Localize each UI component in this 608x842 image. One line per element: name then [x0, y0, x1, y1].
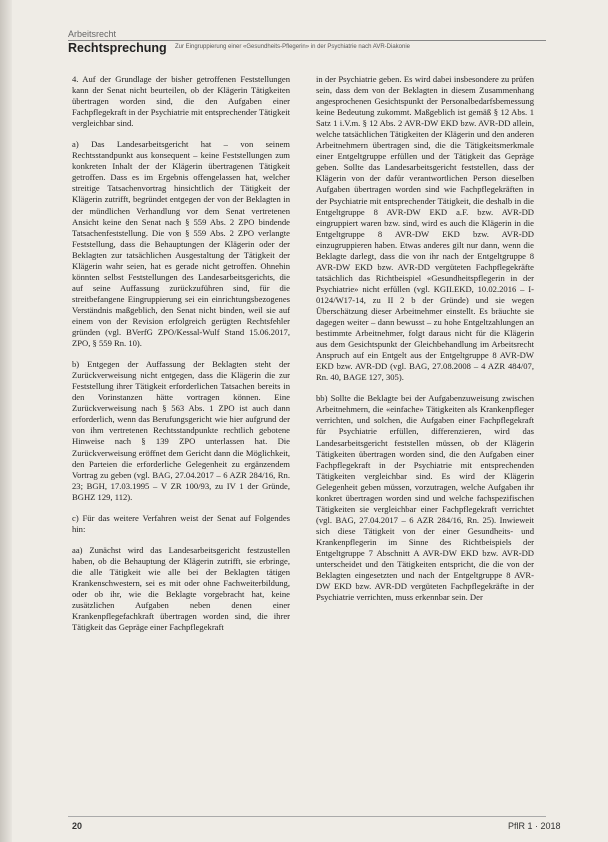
header-title: Rechtsprechung	[68, 41, 167, 55]
journal-issue: PflR 1 · 2018	[508, 821, 561, 831]
paragraph: bb) Sollte die Beklagte bei der Aufgabenzuweisung zwischen Arbeitnehmern, die «einfache» Tätigkeiten als Krankenpfleger verrichten, und solchen, die Aufgaben einer Fachpflegekraft für Psychiatrie erfüllen, differenzieren, wird das Landesarbeitsgericht feststellen müssen, ob der Klägerin Tätigkeiten übertragen worden sind, die den Aufgaben einer Fachpflegekraft in der Psychiatrie mit entsprechenden Tätigkeiten vergleichbar sind. Es wird der Klägerin Gelegenheit geben müssen, vorzutragen, welche Aufgaben ihr konkret übertragen worden sind und welche fachspezifischen Tätigkeiten sie vergleichbar einer Fachpflegekraft verrichtet (vgl. BAG, 27.04.2017 – 6 AZR 284/16, Rn. 25). Inwieweit sich diese Tätigkeit von der einer Gesundheits- und Krankenpflegerin im Sinne des Richtbeispiels der Entgeltgruppe 7 Abschnitt A AVR-DW EKD bzw. AVR-DD unterscheidet und den Tätigkeiten entspricht, die die von der Beklagten eingesetzten und nach der Entgeltgruppe 8 AVR-DW EKD bzw. AVR-DD vergüteten Fachpflegekräfte in der Psychiatrie verrichten, muss erkennbar sein. Der	[316, 393, 534, 603]
paragraph: in der Psychiatrie geben. Es wird dabei insbesondere zu prüfen sein, dass dem von der Beklagten in diesem Zusammenhang angesprochenen Gesichtspunkt der Personalbedarfsbemessung keine Bedeutung zukommt. Maßgeblich ist gemäß § 12 Abs. 1 Satz 1 i.V.m. § 12 Abs. 2 AVR-DW EKD bzw. AVR-DD allein, welche tatsächlichen Tätigkeiten der Klägerin und den anderen Arbeitnehmern übertragen sind, die die Tätigkeitsmerkmale einer Entgeltgruppe erfüllen und der Tätigkeit das Gepräge geben. Sollte das Landesarbeitsgericht feststellen, dass der Klägerin von der dafür verantwortlichen Person dieselben Aufgaben übertragen worden sind wie Fachpflegekräften in der Psychiatrie mit entsprechender Tätigkeit, die deshalb in die Entgeltgruppe 8 AVR-DW EKD a.F. bzw. AVR-DD eingruppiert waren bzw. sind, wird es auch die Klägerin in die Entgeltgruppe 8 AVR-DW EKD bzw. AVR-DD einzugruppieren haben. Etwas anderes gilt nur dann, wenn die Beklagte darlegt, dass die von ihr nach der Entgeltgruppe 8 AVR-DW EKD bzw. AVR-DD vergüteten Fachpflegekräfte tatsächlich das Richtbeispiel «Gesundheitspflegerin in der Psychiatrie» nicht erfüllen (vgl. KGII.EKD, 10.02.2016 – I-0124/W17-14, zu II 2 b der Gründe) und sie wegen Überschätzung dieser Arbeitnehmer einstellt. Es bräuchte sie dagegen weiter – dann bewusst – zu hohe Entgeltzahlungen an bestimmte Arbeitnehmer, folgt daraus nicht für die Klägerin aus dem Gesichtspunkt der Gleichbehandlung im Arbeitsrecht Anspruch auf ein Entgelt aus der Entgeltgruppe 8 AVR-DW EKD bzw. AVR-DD (vgl. BAG, 27.08.2008 – 4 AZR 484/07, Rn. 40, BAGE 127, 305).	[316, 74, 534, 383]
page-number: 20	[72, 821, 83, 831]
header-subtitle: Zur Eingruppierung einer «Gesundheits-Pflegerin» in der Psychiatrie nach AVR-Diakonie	[175, 44, 411, 50]
left-text-column	[72, 74, 290, 643]
paragraph: a) Das Landesarbeitsgericht hat – von seinem Rechtsstandpunkt aus konsequent – keine Feststellungen zum konkreten Inhalt der der Klägerin übertragenen Tätigkeit getroffen. Dass es im Ergebnis offengelassen hat, welcher streitige Tatsachenvortrag hinsichtlich der Tätigkeit der Klägerin zutrifft, begründet entgegen der von der Beklagten in der mündlichen Verhandlung vor dem Senat vertretenen Ansicht keine den Senat nach § 559 Abs. 2 ZPO bindende Tatsachenfeststellung. Die von § 559 Abs. 2 ZPO verlangte Feststellung, dass die Behauptungen der Klägerin oder der Beklagten zur tatsächlichen Ausgestaltung der Tätigkeit der Klägerin wahr seien, hat es gerade nicht getroffen. Ohnehin könnten selbst Feststellungen des Landesarbeitsgerichts, die auf seine Auffassung zurückzuführen sind, für die streitbefangene Eingruppierung sei ein einrichtungsbezogenes Verständnis maßgeblich, den Senat nicht binden, weil sie auf einem von der Revision erfolgreich gerügten Rechtsfehler gründen (vgl. BVerfG ZPO/Kessal-Wulf Stand 15.06.2017, ZPO, § 559 Rn. 10).	[72, 139, 290, 349]
section-label: Arbeitsrecht	[68, 29, 117, 39]
paragraph: b) Entgegen der Auffassung der Beklagten steht der Zurückverweisung nicht entgegen, dass die Klägerin die zur Feststellung ihrer Tätigkeit erforderlichen Tatsachen bereits in den Vorinstanzen hätte vortragen können. Eine Zurückverweisung nach § 563 Abs. 1 ZPO ist auch dann erforderlich, wenn das Berufungsgericht wie hier aufgrund der von ihm vertretenen Rechtsstandpunkte rechtlich gebotene Hinweise nach § 139 ZPO unterlassen hat. Die Zurückverweisung eröffnet dem Gericht dann die Möglichkeit, den Parteien die erforderliche Gelegenheit zu ergänzendem Vortrag zu geben (vgl. BAG, 27.04.2017 – 6 AZR 284/16, Rn. 23; BGH, 17.03.1995 – V ZR 100/93, zu IV 1 der Gründe, BGHZ 129, 112).	[72, 359, 290, 502]
running-header	[68, 40, 546, 55]
footer-divider	[68, 816, 546, 817]
right-text-column	[316, 74, 534, 613]
page-binding-shadow	[0, 0, 12, 842]
paragraph: 4. Auf der Grundlage der bisher getroffenen Feststellungen kann der Senat nicht beurteilen, ob der Klägerin Tätigkeiten übertragen worden sind, die den Aufgaben einer Fachpflegekraft in der Psychiatrie mit entsprechender Tätigkeit vergleichbar sind.	[72, 74, 290, 129]
paragraph: aa) Zunächst wird das Landesarbeitsgericht festzustellen haben, ob die Behauptung der Klägerin zutrifft, sie erbringe, die alle Tätigkeit wie alle bei der Beklagten tätigen Krankenschwestern, sei es mit oder ohne Fachweiterbildung, oder ob ihr, wie die Beklagte vorgebracht hat, keine zusätzlichen Aufgaben neben denen einer Krankenpflegefachkraft übertragen worden sind, die ihrer Tätigkeit das Gepräge einer Fachpflegekraft	[72, 544, 290, 633]
paragraph: c) Für das weitere Verfahren weist der Senat auf Folgendes hin:	[72, 512, 290, 534]
